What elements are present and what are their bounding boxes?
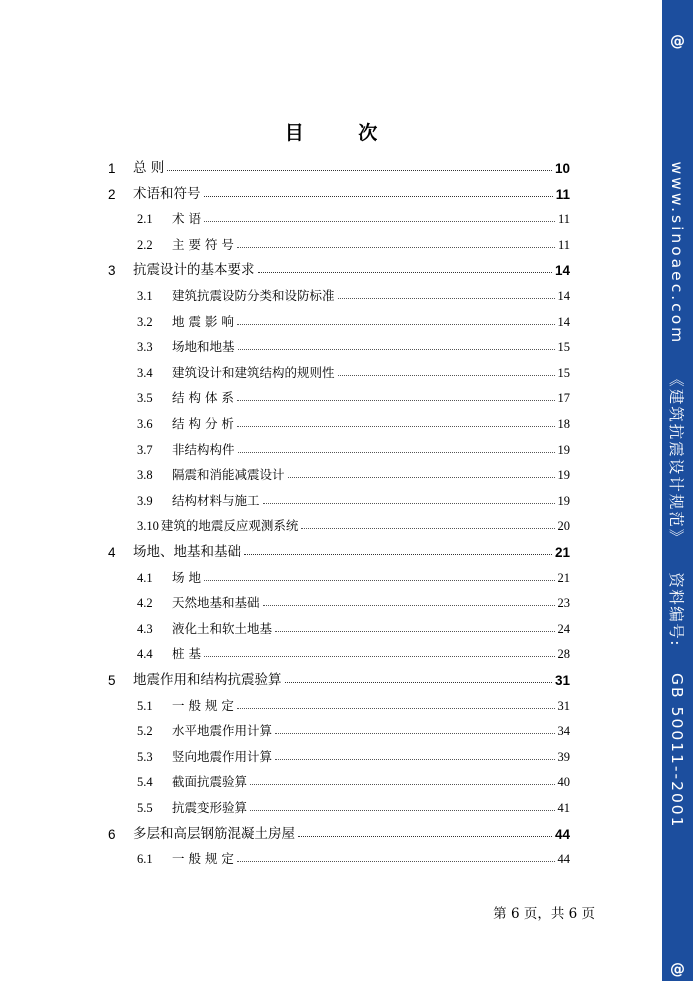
toc-page-number: 11 [557, 237, 570, 252]
toc-page-number: 31 [554, 673, 570, 688]
toc-number: 3.8 [137, 468, 153, 483]
toc-leader-dots [237, 708, 555, 709]
toc-page-number: 41 [557, 801, 570, 815]
toc-number: 3.6 [137, 417, 153, 431]
toc-page-number: 34 [557, 724, 570, 739]
toc-number: 5.2 [137, 724, 153, 739]
toc-page-number: 15 [557, 365, 570, 380]
toc-leader-dots [204, 221, 555, 222]
toc-page-number: 19 [557, 493, 570, 508]
toc-leader-dots [275, 631, 554, 632]
toc-label: 地 震 影 响 [172, 313, 234, 329]
toc-section-row[interactable] [137, 229, 570, 253]
toc-page-number: 39 [557, 749, 570, 764]
toc-leader-dots [237, 324, 555, 325]
toc-leader-dots [244, 554, 552, 555]
toc-leader-dots [338, 298, 555, 299]
toc-page-number: 11 [555, 186, 570, 202]
toc-page-number: 14 [557, 314, 570, 329]
toc-section-row[interactable] [137, 357, 570, 381]
toc-number: 4 [108, 545, 116, 560]
toc-number: 5 [108, 673, 116, 688]
toc-section-row[interactable] [137, 280, 570, 304]
toc-page-number: 31 [557, 698, 570, 713]
sidebar-vertical-text [666, 161, 688, 828]
toc-page-number: 11 [557, 212, 570, 227]
toc-label: 一 般 规 定 [172, 697, 234, 713]
toc-leader-dots [237, 861, 555, 862]
toc-page-number: 28 [557, 647, 570, 662]
toc-label: 截面抗震验算 [172, 774, 248, 790]
toc-label: 建筑设计和建筑结构的规则性 [172, 364, 335, 380]
toc-section-row[interactable] [137, 843, 570, 867]
toc-label: 术语和符号 [133, 185, 201, 202]
toc-label: 多层和高层钢筋混凝土房屋 [133, 825, 295, 842]
toc-section-row[interactable] [137, 306, 570, 330]
toc-page-number: 23 [557, 596, 570, 611]
toc-section-row[interactable] [137, 382, 570, 406]
toc-number: 4.2 [137, 596, 153, 611]
toc-section-row[interactable] [137, 613, 570, 637]
toc-leader-dots [285, 682, 552, 683]
toc-chapter-row[interactable] [108, 178, 570, 202]
toc-number: 5.5 [137, 801, 153, 815]
toc-label: 建筑的地震反应观测系统 [160, 518, 299, 534]
toc-number: 3.9 [137, 493, 153, 508]
toc-number: 5.1 [137, 698, 153, 713]
toc-leader-dots [238, 349, 555, 350]
toc-label: 水平地震作用计算 [172, 723, 273, 739]
toc-leader-dots [250, 810, 554, 811]
toc-leader-dots [288, 477, 555, 478]
sidebar-code-number: GB 50011--2001 [668, 673, 686, 829]
page-footer: 第 6 页，共 6 页 [493, 906, 595, 922]
toc-label: 抗震变形验算 [172, 800, 248, 815]
toc-leader-dots [258, 272, 552, 273]
toc-number: 4.1 [137, 570, 153, 585]
toc-chapter-row[interactable] [108, 536, 570, 560]
toc-page-number: 40 [557, 775, 570, 790]
toc-page-number: 14 [554, 263, 570, 279]
toc-label: 建筑抗震设防分类和设防标准 [172, 288, 335, 303]
toc-chapter-row[interactable] [108, 254, 570, 278]
toc-page-number: 44 [557, 852, 570, 867]
toc-number: 2 [108, 186, 116, 202]
sidebar-url[interactable]: www.sinoaec.com [668, 161, 686, 346]
toc-section-row[interactable] [137, 792, 570, 816]
toc-label: 结构材料与施工 [172, 492, 260, 508]
toc-label: 抗震设计的基本要求 [133, 262, 255, 279]
toc-number: 6.1 [137, 852, 153, 867]
toc-page-number: 10 [554, 161, 570, 176]
toc-section-row[interactable] [137, 510, 570, 534]
toc-chapter-row[interactable] [108, 152, 570, 176]
toc-leader-dots [275, 759, 554, 760]
toc-leader-dots [298, 836, 552, 837]
toc-number: 3.1 [137, 289, 153, 303]
sidebar-code-label: 资料编号: [667, 572, 685, 648]
toc-number: 3.2 [137, 314, 153, 329]
toc-section-row[interactable] [137, 587, 570, 611]
toc-label: 桩 基 [172, 646, 201, 662]
toc-chapter-row[interactable] [108, 664, 570, 688]
toc-number: 3.4 [137, 365, 153, 380]
toc-page-number: 21 [557, 570, 570, 585]
toc-label: 地震作用和结构抗震验算 [133, 672, 282, 688]
toc-label: 结 构 体 系 [172, 390, 234, 406]
watermark-sidebar [662, 0, 693, 981]
toc-section-row[interactable] [137, 408, 570, 432]
toc-label: 天然地基和基础 [172, 595, 260, 611]
toc-page-number: 15 [557, 340, 570, 355]
toc-label: 一 般 规 定 [172, 851, 234, 867]
toc-leader-dots [263, 503, 555, 504]
toc-label: 总 则 [133, 160, 165, 176]
toc-number: 4.3 [137, 621, 153, 636]
toc-section-row[interactable] [137, 690, 570, 714]
page-title: 目 次 [284, 122, 402, 144]
toc-label: 场地、地基和基础 [133, 544, 241, 560]
toc-section-row[interactable] [137, 766, 570, 790]
toc-number: 4.4 [137, 647, 153, 662]
toc-page-number: 24 [557, 621, 570, 636]
toc-number: 3.3 [137, 340, 153, 355]
toc-leader-dots [238, 452, 555, 453]
toc-section-row[interactable] [137, 331, 570, 355]
toc-leader-dots [204, 580, 555, 581]
toc-leader-dots [263, 605, 555, 606]
toc-leader-dots [237, 400, 555, 401]
toc-label: 液化土和软土地基 [172, 620, 273, 636]
toc-page-number: 20 [557, 519, 570, 534]
toc-label: 场地和地基 [172, 339, 235, 355]
at-icon: @ [670, 32, 685, 50]
toc-leader-dots [275, 733, 554, 734]
toc-leader-dots [250, 784, 554, 785]
toc-leader-dots [204, 656, 555, 657]
toc-label: 隔震和消能减震设计 [172, 467, 285, 483]
toc-section-row[interactable] [137, 203, 570, 227]
toc-number: 3.5 [137, 391, 153, 406]
toc-leader-dots [338, 375, 555, 376]
toc-section-row[interactable] [137, 434, 570, 458]
toc-page-number: 19 [557, 468, 570, 483]
toc-number: 5.3 [137, 749, 153, 764]
toc-leader-dots [204, 196, 553, 197]
toc-label: 结 构 分 析 [172, 416, 234, 431]
toc-section-row[interactable] [137, 638, 570, 662]
toc-page-number: 21 [554, 545, 570, 560]
toc-number: 3.7 [137, 442, 153, 457]
toc-leader-dots [301, 528, 554, 529]
toc-label: 竖向地震作用计算 [172, 748, 273, 764]
toc-section-row[interactable] [137, 459, 570, 483]
toc-number: 2.2 [137, 237, 153, 252]
toc-leader-dots [237, 247, 555, 248]
toc-section-row[interactable] [137, 485, 570, 509]
sidebar-book-title: 《建筑抗震设计规范》 [667, 371, 685, 547]
toc-number: 3.10 [137, 519, 159, 534]
toc-section-row[interactable] [137, 741, 570, 765]
toc-page-number: 18 [557, 417, 570, 431]
toc-number: 3 [108, 263, 116, 279]
toc-number: 6 [108, 826, 116, 842]
toc-page-number: 14 [557, 289, 570, 303]
toc-leader-dots [237, 426, 555, 427]
toc-chapter-row[interactable] [108, 818, 570, 842]
toc-section-row[interactable] [137, 715, 570, 739]
toc-number: 2.1 [137, 212, 153, 227]
toc-number: 1 [108, 161, 116, 176]
toc-label: 场 地 [172, 569, 201, 585]
toc-label: 主 要 符 号 [172, 236, 234, 252]
toc-page-number: 44 [554, 826, 570, 842]
at-icon: @ [670, 960, 685, 978]
toc-leader-dots [167, 170, 552, 171]
toc-page-number: 19 [557, 442, 570, 457]
toc-section-row[interactable] [137, 562, 570, 586]
toc-page-number: 17 [557, 391, 570, 406]
toc-label: 非结构构件 [172, 441, 235, 457]
toc-number: 5.4 [137, 775, 153, 790]
toc-label: 术 语 [172, 211, 201, 227]
